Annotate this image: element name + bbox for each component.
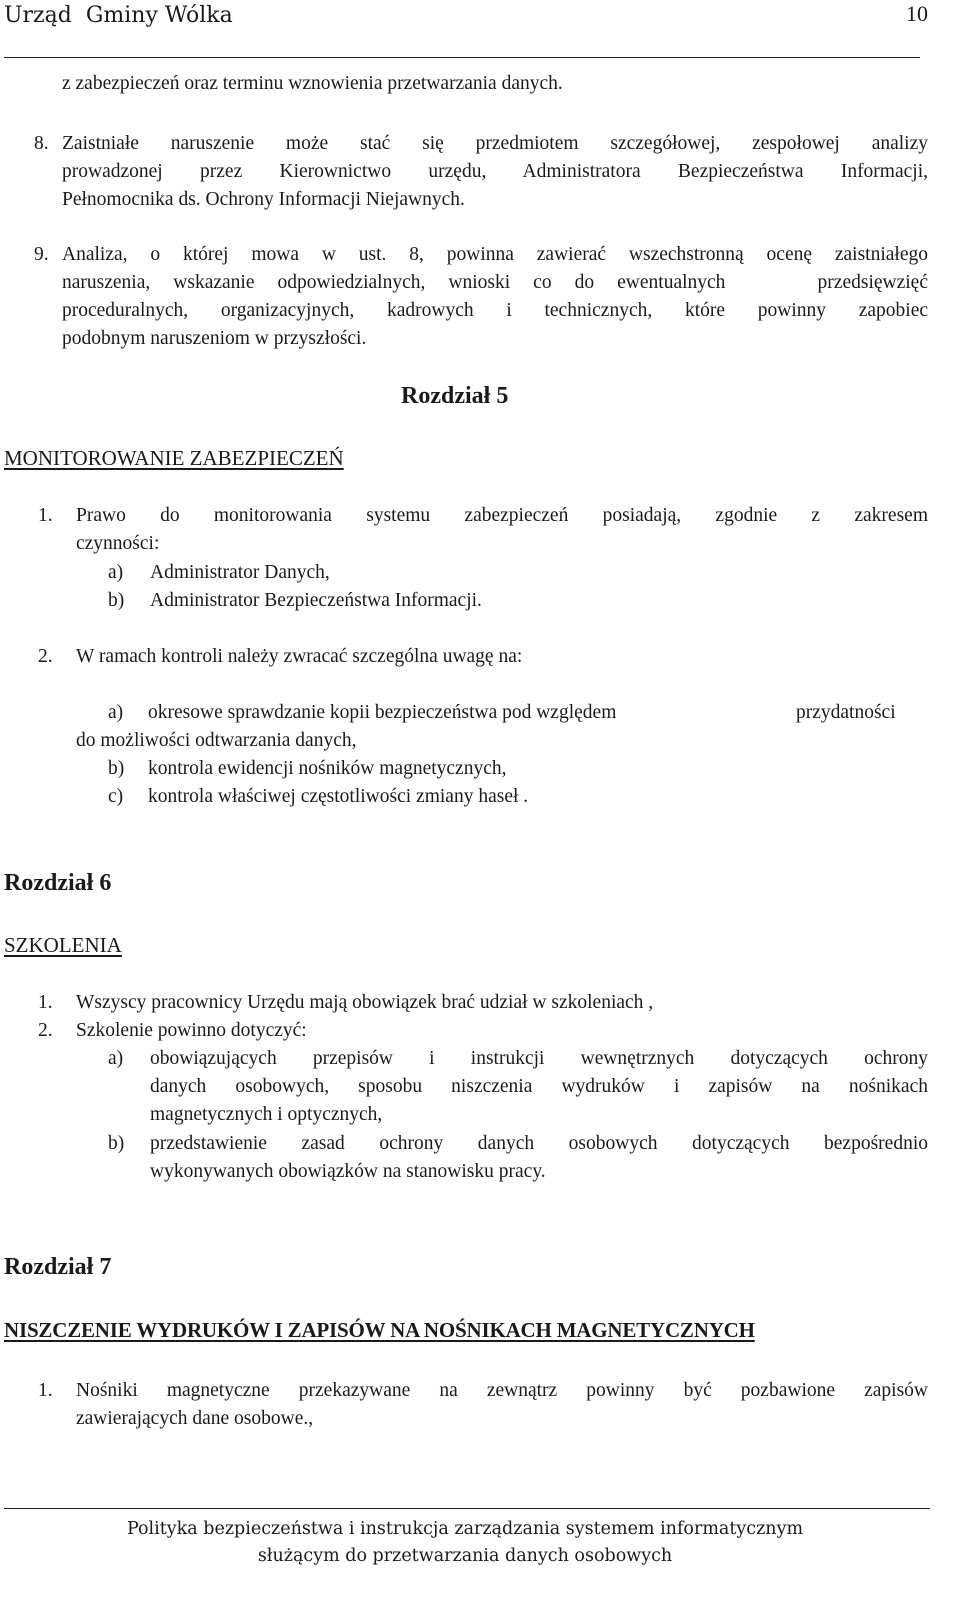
chapter-7-subtitle: NISZCZENIE WYDRUKÓW I ZAPISÓW NA NOŚNIKACH MAGNETYCZNYCH — [4, 1318, 755, 1342]
ch6-item-a-line-3: magnetycznych i optycznych, — [150, 1104, 383, 1125]
ch5-p2-item-a-right: przydatności — [796, 702, 896, 723]
ch6-item-b-label: b) — [108, 1133, 125, 1154]
ch5-p1-item-b-text: Administrator Bezpieczeństwa Informacji. — [150, 590, 482, 611]
item-9-number: 9. — [34, 244, 49, 265]
ch6-p2-number: 2. — [38, 1020, 53, 1041]
chapter-7-title: Rozdział 7 — [4, 1254, 112, 1280]
chapter-6-subtitle: SZKOLENIA — [4, 933, 122, 957]
chapter-5-subtitle: MONITOROWANIE ZABEZPIECZEŃ — [4, 446, 344, 470]
ch5-p1-line-1: Prawo do monitorowania systemu zabezpieczeń posiadają, zgodnie z zakresem — [76, 505, 928, 526]
item-9-line-3: proceduralnych, organizacyjnych, kadrowych i technicznych, które powinny zapobiec — [62, 300, 928, 321]
ch5-p1-line-2: czynności: — [76, 533, 160, 554]
ch5-p1-number: 1. — [38, 505, 53, 526]
ch5-p2-line: W ramach kontroli należy zwracać szczególna uwagę na: — [76, 646, 523, 667]
ch6-p1-number: 1. — [38, 992, 53, 1013]
item-9-line-4: podobnym naruszeniom w przyszłości. — [62, 328, 367, 349]
ch5-p1-item-b-label: b) — [108, 590, 125, 611]
item-8-line-2: prowadzonej przez Kierownictwo urzędu, Administratora Bezpieczeństwa Informacji, — [62, 161, 928, 182]
ch6-item-b-line-1: przedstawienie zasad ochrony danych osobowych dotyczących bezpośrednio — [150, 1133, 928, 1154]
paragraph-continuation: z zabezpieczeń oraz terminu wznowienia przetwarzania danych. — [62, 73, 563, 94]
ch6-item-b-line-2: wykonywanych obowiązków na stanowisku pracy. — [150, 1161, 546, 1182]
ch5-p1-item-a-text: Administrator Danych, — [150, 562, 330, 583]
ch6-item-a-line-2: danych osobowych, sposobu niszczenia wydruków i zapisów na nośnikach — [150, 1076, 928, 1097]
ch5-p2-item-b-text: kontrola ewidencji nośników magnetycznych, — [148, 758, 507, 779]
ch6-p2-text: Szkolenie powinno dotyczyć: — [76, 1020, 307, 1041]
ch5-p1-item-a-label: a) — [108, 562, 124, 583]
chapter-6-title: Rozdział 6 — [4, 870, 112, 896]
ch5-p2-item-a-label: a) — [108, 702, 124, 723]
ch7-p1-line-1: Nośniki magnetyczne przekazywane na zewnątrz powinny być pozbawione zapisów — [76, 1380, 928, 1401]
footer-line-2: służącym do przetwarzania danych osobowych — [257, 1546, 673, 1566]
ch5-p2-item-a-cont: do możliwości odtwarzania danych, — [76, 730, 357, 751]
ch5-p2-item-a-text: okresowe sprawdzanie kopii bezpieczeństwa pod względem — [148, 702, 617, 723]
chapter-5-title: Rozdział 5 — [401, 383, 509, 409]
header-title: Urząd Gminy Wólka — [4, 3, 233, 28]
ch7-p1-line-2: zawierających dane osobowe., — [76, 1408, 314, 1429]
item-9-line-2: naruszenia, wskazanie odpowiedzialnych, wnioski co do ewentualnych przedsięwzięć — [62, 272, 928, 293]
ch5-p2-item-b-label: b) — [108, 758, 125, 779]
footer-rule — [4, 1508, 930, 1509]
page-number: 10 — [906, 1, 928, 26]
ch6-item-a-label: a) — [108, 1048, 124, 1069]
ch7-p1-number: 1. — [38, 1380, 53, 1401]
ch6-p1-text: Wszyscy pracownicy Urzędu mają obowiązek brać udział w szkoleniach , — [76, 992, 654, 1013]
ch6-item-a-line-1: obowiązujących przepisów i instrukcji wewnętrznych dotyczących ochrony — [150, 1048, 928, 1069]
item-8-line-1: Zaistniałe naruszenie może stać się przedmiotem szczegółowej, zespołowej analizy — [62, 133, 928, 154]
ch5-p2-item-c-label: c) — [108, 786, 124, 807]
footer-line-1: Polityka bezpieczeństwa i instrukcja zarządzania systemem informatycznym — [126, 1519, 804, 1539]
item-8-line-3: Pełnomocnika ds. Ochrony Informacji Niejawnych. — [62, 189, 465, 210]
ch5-p2-item-c-text: kontrola właściwej częstotliwości zmiany haseł . — [148, 786, 529, 807]
header-rule — [4, 57, 920, 58]
ch5-p2-number: 2. — [38, 646, 53, 667]
item-9-line-1: Analiza, o której mowa w ust. 8, powinna zawierać wszechstronną ocenę zaistniałego — [62, 244, 928, 265]
item-8-number: 8. — [34, 133, 49, 154]
